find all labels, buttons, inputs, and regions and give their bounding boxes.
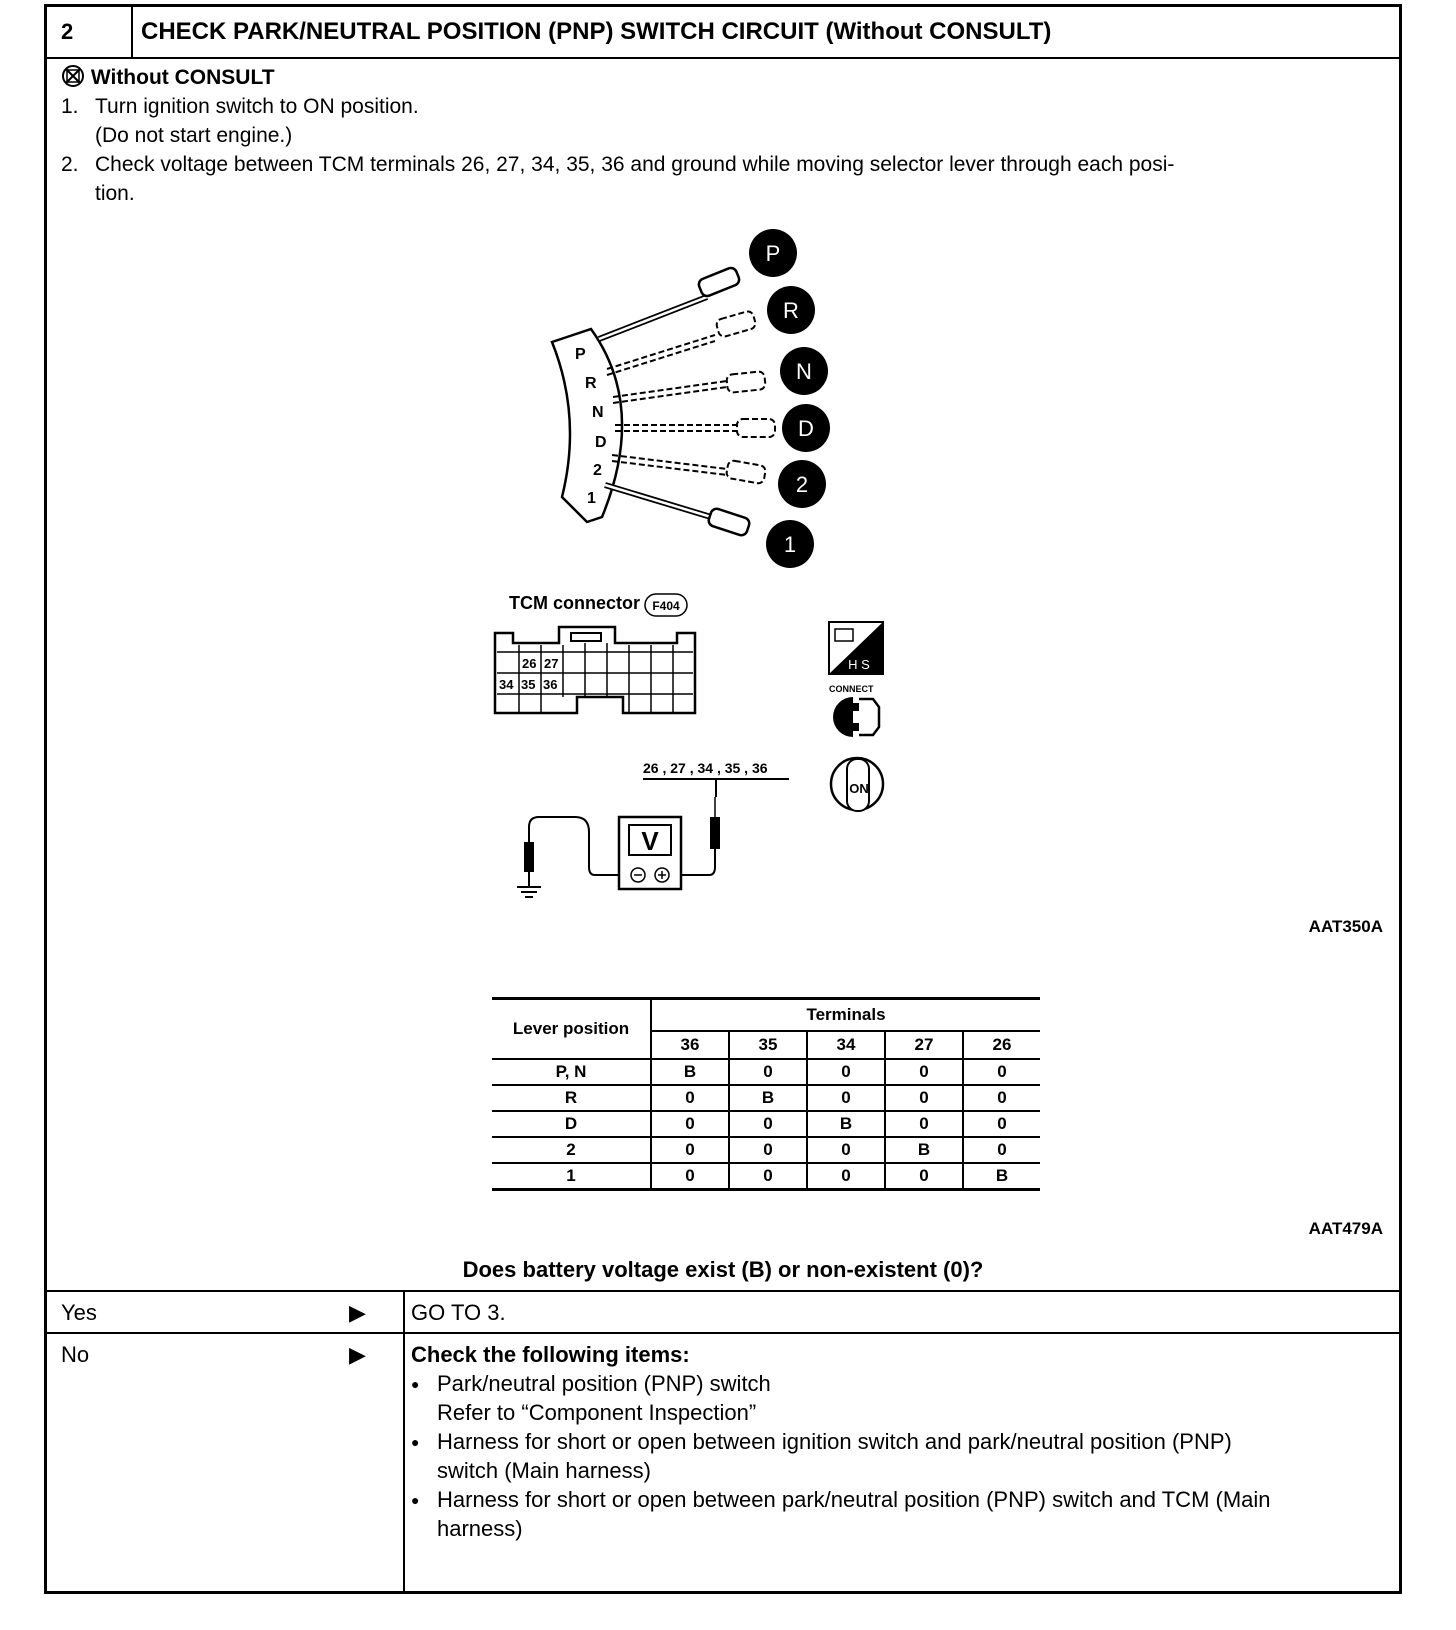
lever-p-knob <box>697 266 741 298</box>
step-2: 2. Check voltage between TCM terminals 26, 27, 34, 35, 36 and ground while moving selector lever through each posi- <box>61 153 1175 176</box>
svg-text:P: P <box>765 241 781 266</box>
col-terminal-35: 35 <box>729 1031 807 1059</box>
col-terminal-26: 26 <box>963 1031 1040 1059</box>
svg-text:ON: ON <box>849 781 869 796</box>
table-row: 2 0 0 0 B 0 <box>492 1137 1040 1163</box>
positive-probe <box>710 817 720 849</box>
svg-text:H S: H S <box>848 657 870 672</box>
ground-probe <box>524 842 534 872</box>
arrow-right-icon: ▶ <box>349 1300 366 1325</box>
col-terminals: Terminals <box>651 999 1040 1032</box>
table-row: D 0 0 B 0 0 <box>492 1111 1040 1137</box>
pin-36: 36 <box>543 677 558 692</box>
ignition-on-icon <box>831 758 883 811</box>
svg-text:R: R <box>783 298 799 323</box>
arrow-right-icon: ▶ <box>349 1342 366 1367</box>
connector-latch <box>571 633 601 641</box>
check-question: Does battery voltage exist (B) or non-existent (0)? <box>462 1257 984 1282</box>
pin-26: 26 <box>522 656 537 671</box>
probe-terminals-label: 26 , 27 , 34 , 35 , 36 <box>643 760 768 776</box>
lever-1-knob <box>707 507 751 536</box>
figure-code-2: AAT479A <box>1308 1219 1383 1238</box>
quadrant-label-1: 1 <box>587 490 596 507</box>
answer-row-no <box>47 1332 1399 1594</box>
step-1-note: (Do not start engine.) <box>95 124 293 147</box>
connector-id: F404 <box>652 599 680 613</box>
svg-text:1: 1 <box>783 532 797 557</box>
step-number: 2 <box>47 7 133 57</box>
table-row: R 0 B 0 0 0 <box>492 1085 1040 1111</box>
pin-27: 27 <box>544 656 559 671</box>
figure-code-1: AAT350A <box>1308 917 1383 936</box>
answer-row-yes <box>47 1290 1399 1332</box>
answer-no-heading: Check the following items: <box>411 1342 690 1367</box>
pin-34: 34 <box>499 677 514 692</box>
col-terminal-34: 34 <box>807 1031 885 1059</box>
svg-text:D: D <box>798 416 814 441</box>
list-item: ● Harness for short or open between ignition switch and park/neutral position (PNP) switch (Main harness) <box>411 1427 1351 1485</box>
list-item: ● Park/neutral position (PNP) switch Refer to “Component Inspection” <box>411 1369 1351 1427</box>
svg-text:N: N <box>796 359 812 384</box>
quadrant-label-n: N <box>592 404 604 421</box>
list-item: ● Harness for short or open between park/neutral position (PNP) switch and TCM (Main harness) <box>411 1485 1351 1543</box>
tcm-connector-label: TCM connector <box>509 593 641 613</box>
col-lever-position: Lever position <box>492 999 651 1060</box>
svg-text:2: 2 <box>795 472 809 497</box>
terminal-voltage-table <box>492 997 1040 1191</box>
voltmeter-label: V <box>641 826 659 856</box>
lever-r-ghost <box>607 335 715 369</box>
table-row: P, N B 0 0 0 0 <box>492 1059 1040 1085</box>
answer-no-content <box>411 1340 1351 1543</box>
quadrant-label-r: R <box>585 375 597 392</box>
connect-icon-label: CONNECT <box>829 684 874 694</box>
procedure-frame <box>44 4 1402 1594</box>
pin-35: 35 <box>521 677 536 692</box>
hs-icon <box>829 622 883 674</box>
step-title: CHECK PARK/NEUTRAL POSITION (PNP) SWITCH CIRCUIT (Without CONSULT) <box>141 18 1052 45</box>
quadrant-label-d: D <box>595 434 607 451</box>
table-row: 1 0 0 0 0 B <box>492 1163 1040 1190</box>
step-1: 1. Turn ignition switch to ON position. <box>61 95 419 118</box>
connect-icon <box>833 697 879 737</box>
quadrant-label-2: 2 <box>593 462 602 479</box>
answer-yes-text: GO TO 3. <box>411 1300 506 1325</box>
lever-2-ghost <box>612 455 727 469</box>
quadrant-label-p: P <box>575 346 586 363</box>
positive-lead <box>681 847 715 875</box>
col-terminal-36: 36 <box>651 1031 729 1059</box>
answer-yes-label: Yes <box>61 1300 97 1325</box>
section-subtitle: Without CONSULT <box>90 66 275 89</box>
ground-lead <box>529 817 619 875</box>
answer-no-label: No <box>61 1342 90 1367</box>
step-2-cont: tion. <box>95 182 135 205</box>
col-terminal-27: 27 <box>885 1031 963 1059</box>
